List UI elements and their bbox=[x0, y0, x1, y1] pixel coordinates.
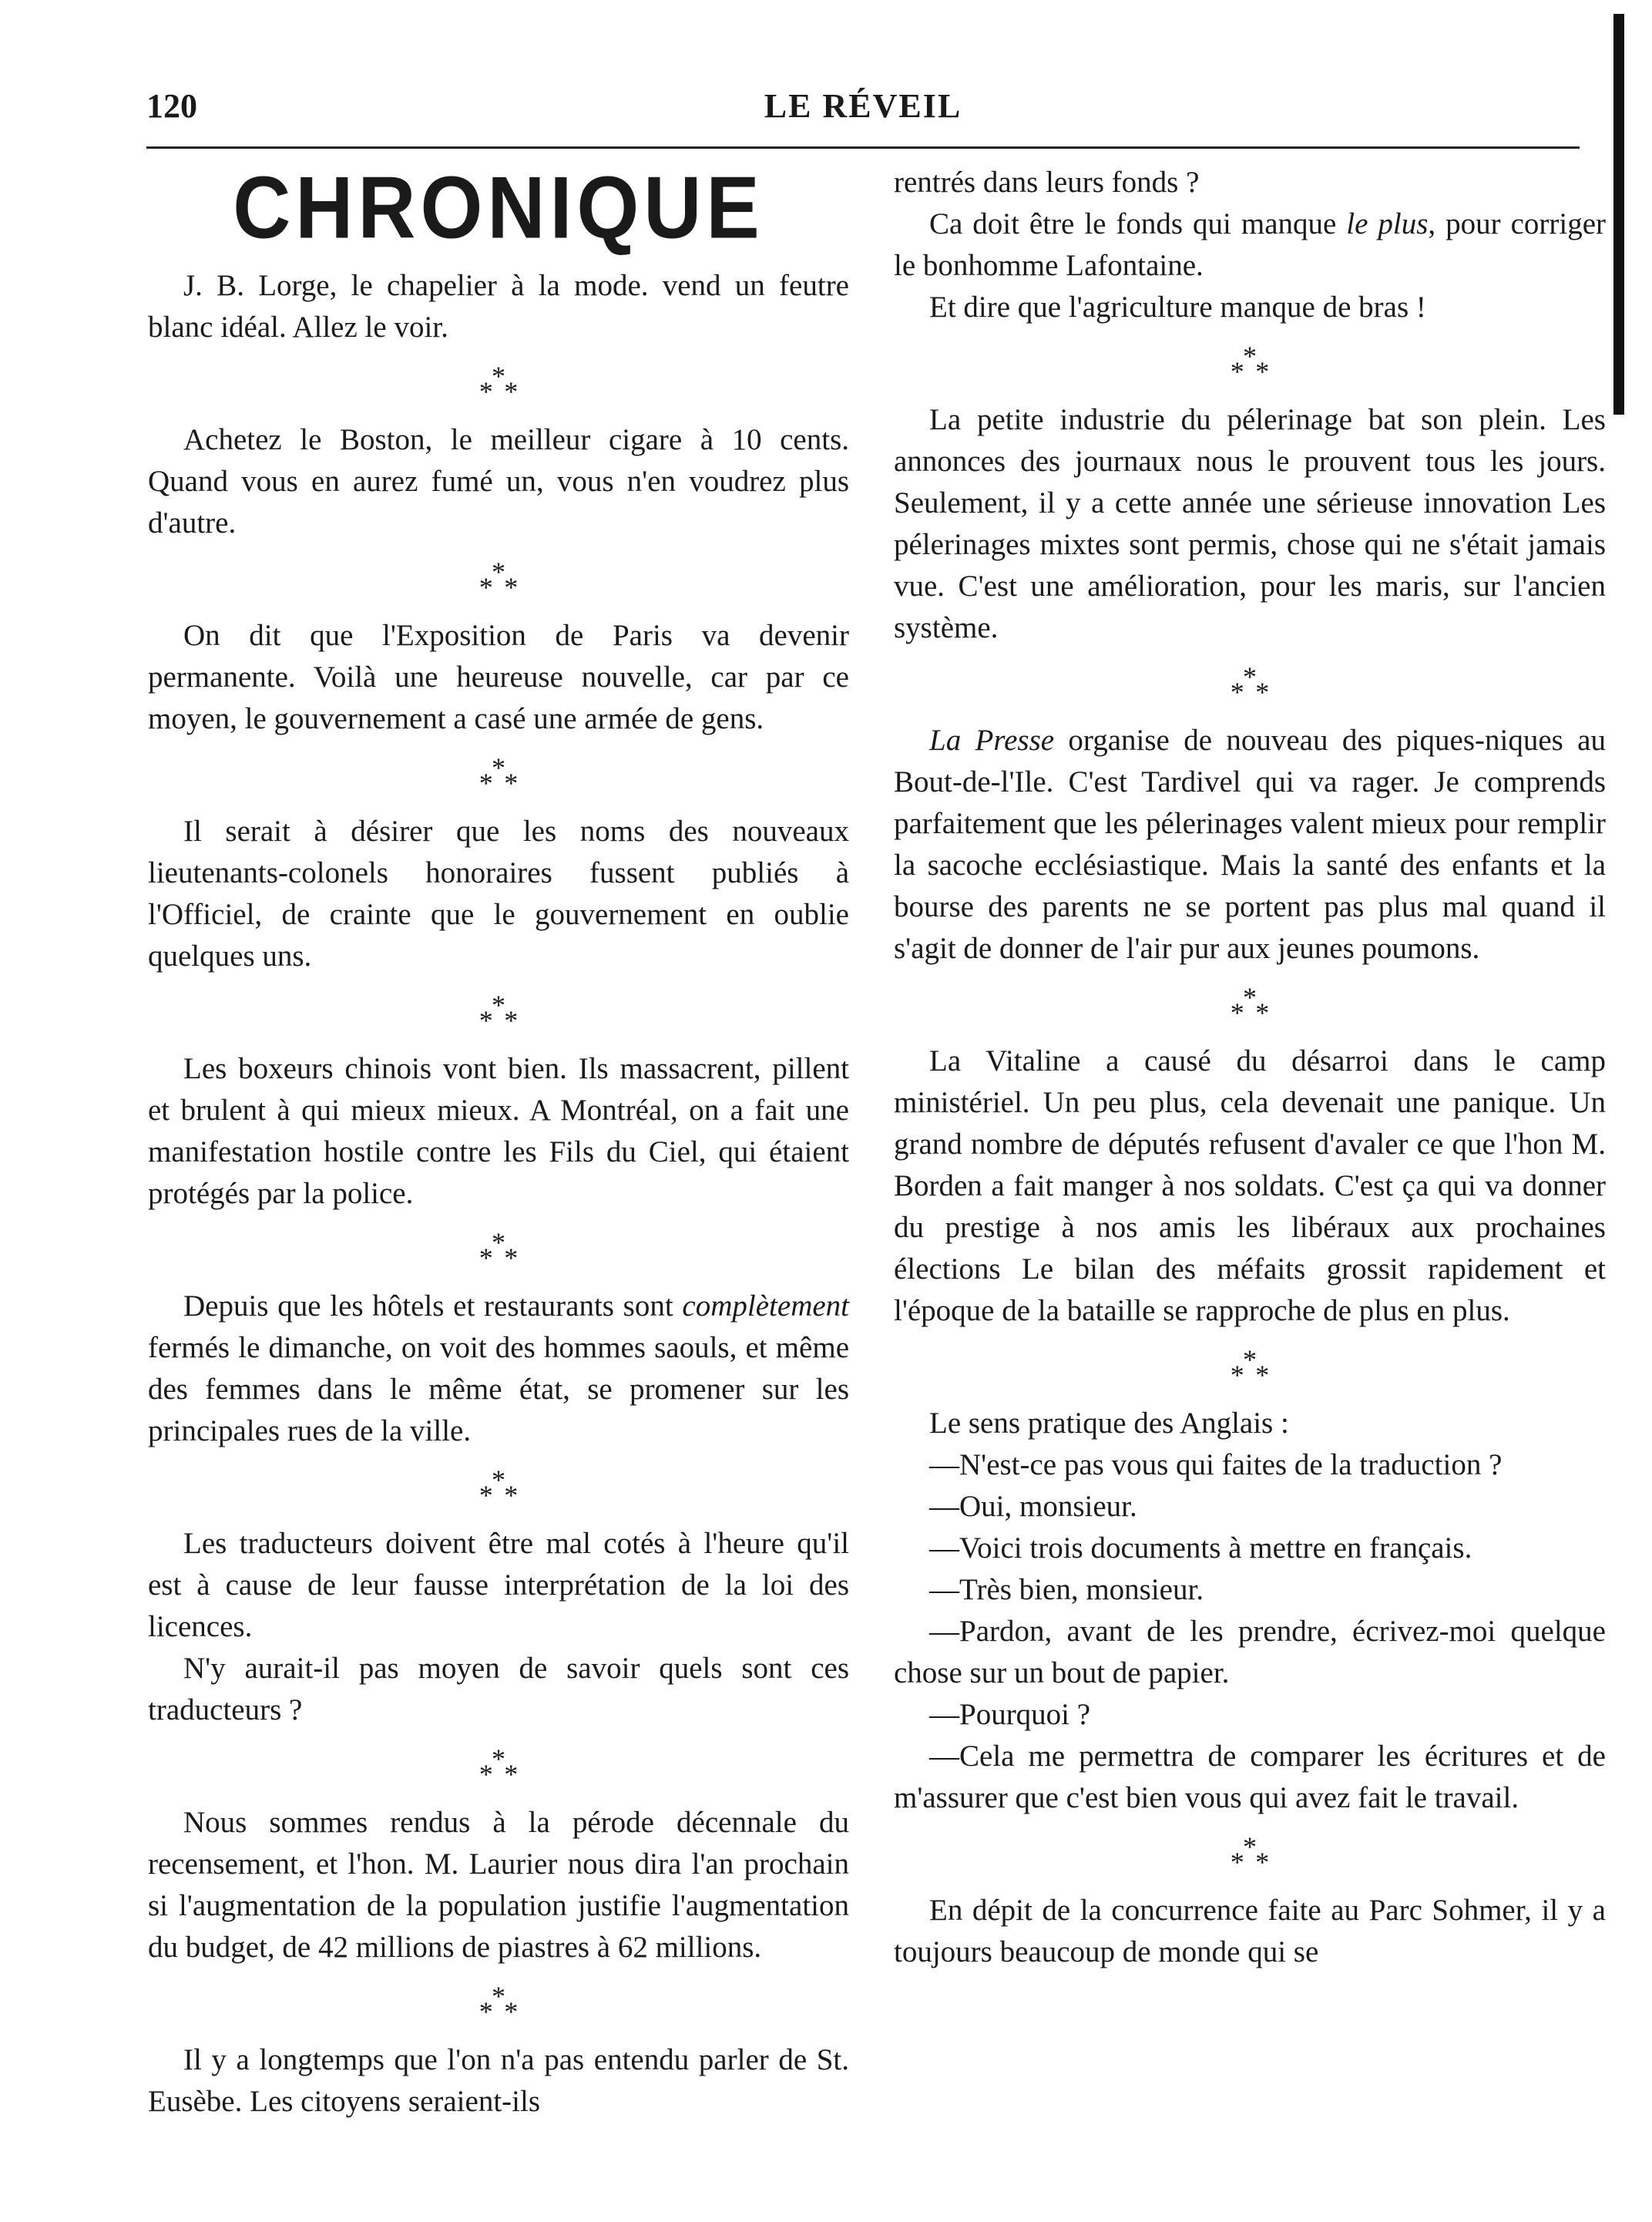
asterism-separator: * * * bbox=[478, 1227, 519, 1273]
dialogue-intro: Le sens pratique des Anglais : bbox=[929, 1407, 1289, 1440]
paragraph: Il serait à désirer que les noms des nouveaux lieutenants-colonels honoraires fussent publiés à l'Officiel, de crainte que le gouvernement en oublie quelques uns. bbox=[148, 815, 849, 973]
paragraph: Les traducteurs doivent être mal cotés à l'heure qu'il est à cause de leur fausse interprétation de la loi des licences. bbox=[148, 1527, 849, 1643]
emphasis: le plus bbox=[1346, 207, 1429, 240]
header-rule bbox=[146, 146, 1580, 149]
asterism-separator: * * * bbox=[478, 752, 519, 798]
dialogue-line: —N'est-ce pas vous qui faites de la traduction ? bbox=[929, 1448, 1503, 1481]
right-column bbox=[894, 162, 1606, 1973]
asterism-separator: * * * bbox=[478, 1743, 519, 1790]
paragraph: Achetez le Boston, le meilleur cigare à 10 cents. Quand vous en aurez fumé un, vous n'en voudrez plus d'autre. bbox=[148, 423, 849, 540]
paragraph: La petite industrie du pélerinage bat son plein. Les annonces des journaux nous le prouvent tous les jours. Seulement, il y a cette année une sérieuse innovation Les pélerinages mixtes sont permis, chose qui ne s'était jamais vue. C'est une amélioration, pour les maris, sur l'ancien système. bbox=[894, 403, 1606, 644]
asterism-separator: * * * bbox=[478, 1981, 519, 2027]
paragraph: On dit que l'Exposition de Paris va devenir permanente. Voilà une heureuse nouvelle, car par ce moyen, le gouvernement a casé une armée de gens. bbox=[148, 619, 849, 735]
dialogue-line: —Oui, monsieur. bbox=[929, 1490, 1137, 1523]
paragraph: En dépit de la concurrence faite au Parc Sohmer, il y a toujours beaucoup de monde qui se bbox=[894, 1894, 1606, 1968]
journal-title: LE RÉVEIL bbox=[764, 87, 962, 125]
paragraph: Depuis que les hôtels et restaurants sont complètement fermés le dimanche, on voit des hommes saouls, et même des femmes dans le même état, se promener sur les principales rues de la ville. bbox=[148, 1289, 849, 1447]
asterism-separator: * * * bbox=[1230, 661, 1270, 708]
asterism-separator: * * * bbox=[1230, 1344, 1270, 1390]
dialogue-line: —Très bien, monsieur. bbox=[929, 1573, 1204, 1606]
paragraph: N'y aurait-il pas moyen de savoir quels sont ces traducteurs ? bbox=[148, 1652, 849, 1726]
dialogue-line: —Voici trois documents à mettre en français. bbox=[929, 1531, 1472, 1565]
asterism-separator: * * * bbox=[1230, 1831, 1270, 1877]
emphasis: complètement bbox=[682, 1289, 849, 1323]
paragraph: La Vitaline a causé du désarroi dans le camp ministériel. Un peu plus, cela devenait une panique. Un grand nombre de députés refusent d'avaler ce que l'hon M. Borden a fait manger à nos soldats. C'est ça qui va donner du prestige à nos amis les libéraux aux prochaines élections Le bilan des méfaits grossit rapidement et l'époque de la bataille se rapproche de plus en plus. bbox=[894, 1044, 1606, 1327]
paragraph: rentrés dans leurs fonds ? bbox=[894, 166, 1200, 199]
asterism-separator: * * * bbox=[478, 556, 519, 603]
page-header bbox=[146, 86, 1580, 133]
paragraph: J. B. Lorge, le chapelier à la mode. vend un feutre blanc idéal. Allez le voir. bbox=[148, 269, 849, 344]
asterism-separator: * * * bbox=[478, 990, 519, 1036]
paragraph: Ca doit être le fonds qui manque le plus, pour corriger le bonhomme Lafontaine. bbox=[894, 207, 1606, 282]
page-number: 120 bbox=[146, 87, 197, 125]
asterism-separator: * * * bbox=[1230, 982, 1270, 1028]
dialogue-line: —Pardon, avant de les prendre, écrivez-moi quelque chose sur un bout de papier. bbox=[894, 1615, 1606, 1689]
paragraph: Il y a longtemps que l'on n'a pas entendu parler de St. Eusèbe. Les citoyens seraient-ils bbox=[148, 2043, 849, 2118]
dialogue-line: —Cela me permettra de comparer les écritures et de m'assurer que c'est bien vous qui avez fait le travail. bbox=[894, 1740, 1606, 1814]
paragraph: Et dire que l'agriculture manque de bras ! bbox=[929, 291, 1426, 324]
asterism-separator: * * * bbox=[478, 361, 519, 407]
newspaper-title: La Presse bbox=[929, 724, 1055, 757]
paragraph: Les boxeurs chinois vont bien. Ils massacrent, pillent et brulent à qui mieux mieux. A Montréal, on a fait une manifestation hostile contre les Fils du Ciel, qui étaient protégés par la police. bbox=[148, 1052, 849, 1210]
asterism-separator: * * * bbox=[478, 1464, 519, 1511]
dialogue-line: —Pourquoi ? bbox=[929, 1698, 1091, 1731]
section-title: CHRONIQUE bbox=[233, 159, 764, 257]
page-edge-bar bbox=[1613, 14, 1624, 415]
left-column bbox=[148, 159, 849, 2123]
paragraph: La Presse organise de nouveau des piques-niques au Bout-de-l'Ile. C'est Tardivel qui va rager. Je comprends parfaitement que les pélerinages valent mieux pour remplir la sacoche ecclésiastique. Mais la santé des enfants et la bourse des parents ne se portent pas plus mal quand il s'agit de donner de l'air pur aux jeunes poumons. bbox=[894, 724, 1606, 965]
asterism-separator: * * * bbox=[1230, 341, 1270, 387]
paragraph: Nous sommes rendus à la pérode décennale du recensement, et l'hon. M. Laurier nous dira l'an prochain si l'augmentation de la population justifie l'augmentation du budget, de 42 millions de piastres à 62 millions. bbox=[148, 1806, 849, 1964]
